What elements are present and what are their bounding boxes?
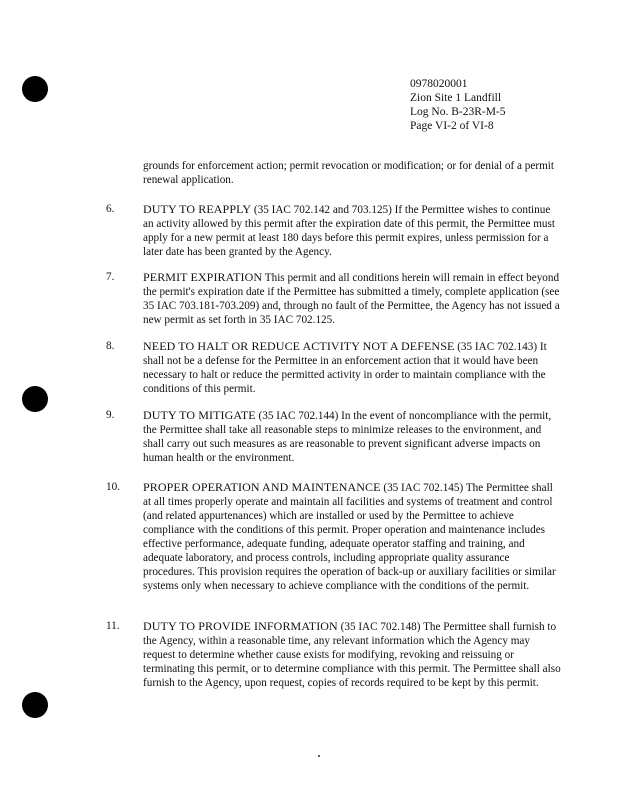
section-heading: PERMIT EXPIRATION xyxy=(143,270,263,284)
section-number: 8. xyxy=(106,340,115,352)
section-citation: (35 IAC 702.142 and 703.125) xyxy=(253,204,392,216)
section-body: The Permittee shall at all times properly operate and maintain all facilities and systems of treatment and control (and related appurtenances) which are installed or used by the Permittee to achieve compliance with the conditions of this permit. Proper operation and maintenance includes effective performance, adequate funding, adequate operator staffing and training, and adequate laboratory, and process controls, including appropriate quality assurance procedures. This provision requires the operation of back-up or auxiliary facilities or similar systems only when necessary to achieve compliance with the conditions of the permit. xyxy=(143,482,556,592)
section-citation: (35 IAC 702.143) xyxy=(457,341,538,353)
section-duty-to-reapply xyxy=(143,202,561,259)
binder-hole-bottom xyxy=(22,692,48,718)
section-proper-operation xyxy=(143,480,561,593)
document-id: 0978020001 xyxy=(410,78,468,90)
scan-speck xyxy=(318,755,320,757)
section-need-to-halt xyxy=(143,339,561,396)
section-permit-expiration xyxy=(143,270,561,327)
section-body: This permit and all conditions herein will remain in effect beyond the permit's expiration date if the Permittee has submitted a timely, complete application (see 35 IAC 703.181-703.209) and, through no fault of the Permittee, the Agency has not issued a new permit as set forth in 35 IAC 702.125. xyxy=(143,272,560,326)
section-body: If the Permittee wishes to continue an activity allowed by this permit after the expiration date of this permit, the Permittee must apply for a new permit at least 180 days before this permit expires, unless permission for a later date has been granted by the Agency. xyxy=(143,204,555,258)
page-number: Page VI-2 of VI-8 xyxy=(410,120,494,132)
section-heading: DUTY TO PROVIDE INFORMATION xyxy=(143,619,338,633)
binder-hole-top xyxy=(22,76,48,102)
section-body: In the event of noncompliance with the permit, the Permittee shall take all reasonable steps to minimize releases to the environment, and shall carry out such measures as are reasonable to prevent significant adverse impacts on human health or the environment. xyxy=(143,410,552,464)
section-heading: DUTY TO MITIGATE xyxy=(143,408,256,422)
site-name: Zion Site 1 Landfill xyxy=(410,92,502,104)
section-citation: (35 IAC 702.148) xyxy=(340,621,421,633)
section-body: The Permittee shall furnish to the Agency, within a reasonable time, any relevant information which the Agency may request to determine whether cause exists for modifying, revoking and reissuing or terminating this permit, or to determine compliance with this permit. The Permittee shall also furnish to the Agency, upon request, copies of records required to be kept by this permit. xyxy=(143,621,561,689)
section-number: 9. xyxy=(106,409,115,421)
section-body: It shall not be a defense for the Permittee in an enforcement action that it would have been necessary to halt or reduce the permitted activity in order to maintain compliance with the conditions of this permit. xyxy=(143,341,547,395)
section-duty-to-mitigate xyxy=(143,408,561,465)
section-heading: DUTY TO REAPPLY xyxy=(143,202,252,216)
section-provide-information xyxy=(143,619,561,690)
section-number: 11. xyxy=(106,620,120,632)
page-header xyxy=(410,77,506,133)
section-citation: (35 IAC 702.144) xyxy=(258,410,339,422)
binder-hole-middle xyxy=(22,386,48,412)
section-heading: PROPER OPERATION AND MAINTENANCE xyxy=(143,480,381,494)
continuation-paragraph: grounds for enforcement action; permit revocation or modification; or for denial of a permit renewal application. xyxy=(143,160,554,186)
log-number: Log No. B-23R-M-5 xyxy=(410,106,506,118)
section-number: 10. xyxy=(106,481,120,493)
section-citation: (35 IAC 702.145) xyxy=(383,482,464,494)
section-heading: NEED TO HALT OR REDUCE ACTIVITY NOT A DEFENSE xyxy=(143,339,455,353)
section-number: 6. xyxy=(106,203,115,215)
section-number: 7. xyxy=(106,271,115,283)
